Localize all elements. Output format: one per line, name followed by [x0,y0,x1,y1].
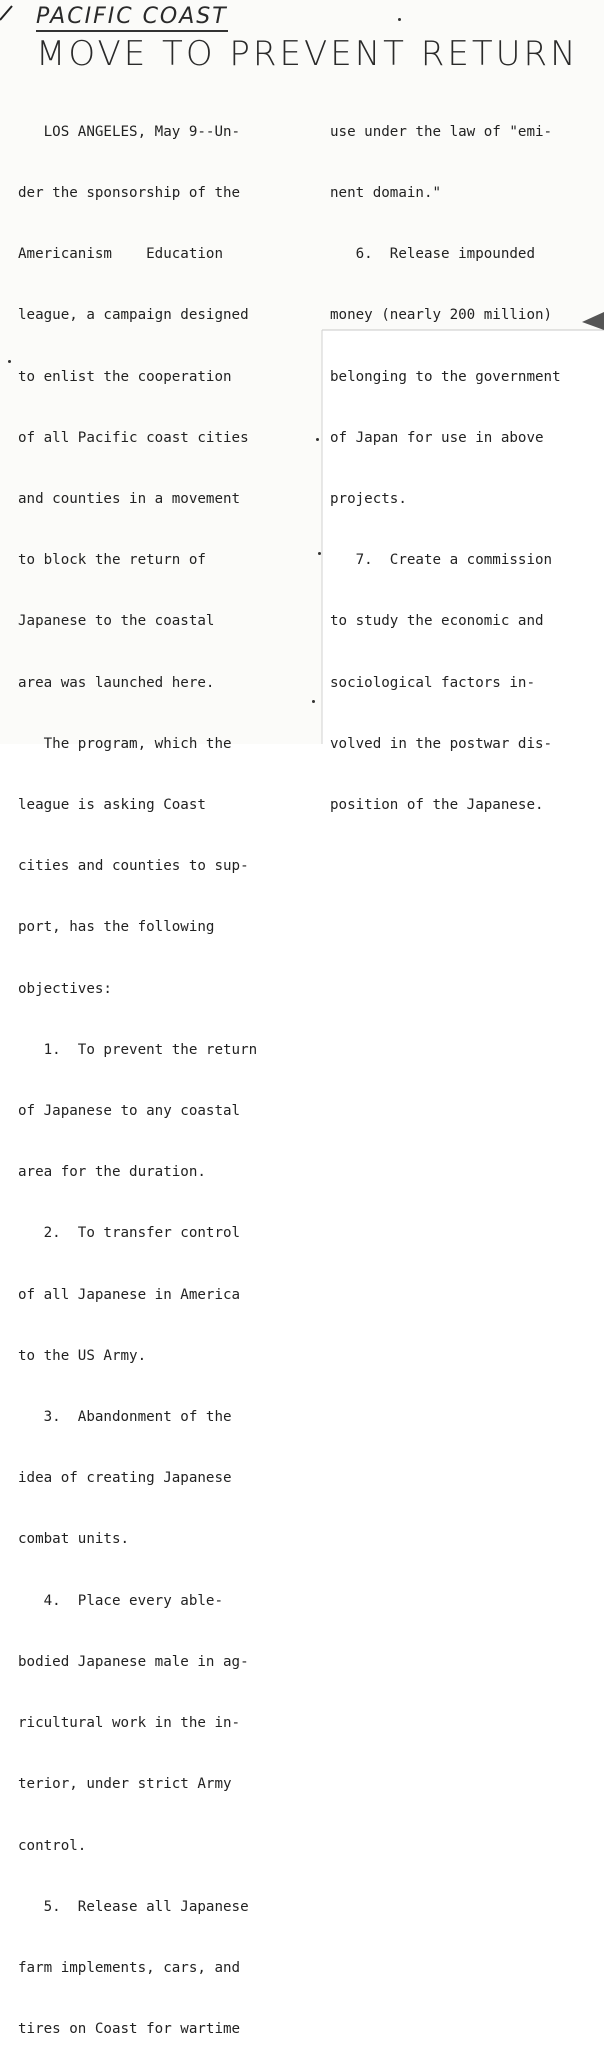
text-line: The program, which the [18,735,232,752]
text-line: of all Japanese in America [18,1286,241,1303]
text-line: der the sponsorship of the [18,185,241,202]
text-line: to enlist the cooperation [18,368,232,385]
print-speck [312,700,315,703]
text-line: farm implements, cars, and [18,1959,241,1976]
text-line: to the US Army. [18,1347,147,1364]
text-line: objectives: [18,980,112,997]
text-line: volved in the postwar dis- [330,735,553,752]
text-line: sociological factors in- [330,674,535,691]
print-speck [8,360,11,363]
text-line: cities and counties to sup- [18,858,249,875]
print-speck [318,552,321,555]
text-line: nent domain." [330,185,442,202]
text-line: 5. Release all Japanese [18,1898,249,1915]
section-kicker: PACIFIC COAST [36,4,228,32]
text-line: to block the return of [18,552,206,569]
text-line: 3. Abandonment of the [18,1409,232,1426]
text-line: position of the Japanese. [330,797,544,814]
text-line: money (nearly 200 million) [330,307,553,324]
text-line: of all Pacific coast cities [18,429,249,446]
text-line: LOS ANGELES, May 9--Un- [18,123,241,140]
text-line: area for the duration. [18,1164,206,1181]
text-line: 4. Place every able- [18,1592,223,1609]
text-line: 7. Create a commission [330,552,553,569]
text-line: and counties in a movement [18,491,241,508]
text-line: 2. To transfer control [18,1225,241,1242]
text-line: 6. Release impounded [330,246,535,263]
text-line: area was launched here. [18,674,215,691]
text-line: belonging to the government [330,368,561,385]
text-line: 1. To prevent the return [18,1041,258,1058]
article-body-left-column [18,81,257,2060]
text-line: control. [18,1837,87,1854]
text-line: projects. [330,491,407,508]
text-line: of Japan for use in above [330,429,544,446]
text-line: bodied Japanese male in ag- [18,1653,249,1670]
text-line: use under the law of "emi- [330,123,553,140]
print-speck [316,438,319,441]
text-line: idea of creating Japanese [18,1470,232,1487]
text-line: port, has the following [18,919,215,936]
text-line: Japanese to the coastal [18,613,215,630]
text-line: league is asking Coast [18,797,206,814]
print-speck [398,18,401,21]
text-line: league, a campaign designed [18,307,249,324]
text-line: combat units. [18,1531,130,1548]
text-line: to study the economic and [330,613,544,630]
text-line: of Japanese to any coastal [18,1103,241,1120]
text-line: ricultural work in the in- [18,1715,241,1732]
article-body-right-column [330,81,561,836]
text-line: tires on Coast for wartime [18,2021,241,2038]
text-line: Americanism Education [18,246,223,263]
text-line: terior, under strict Army [18,1776,232,1793]
article-headline: MOVE TO PREVENT RETURN [36,34,579,74]
